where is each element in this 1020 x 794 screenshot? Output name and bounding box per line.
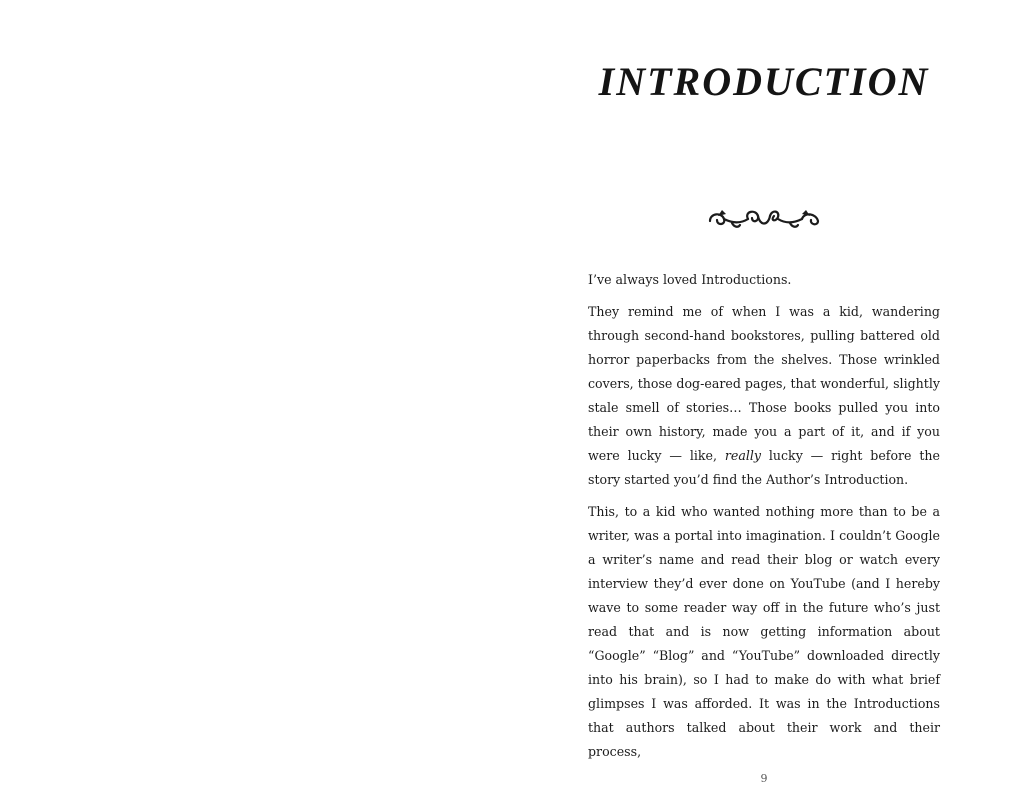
paragraph-3: This, to a kid who wanted nothing more than to be a writer, was a portal into imagination. I couldn’t Google a writer’s name and read their blog or watch every interview they’d ever done on YouTube (and I hereby wave to some reader way off in the future who’s just read that and is now getting information about “Google” “Blog” and “YouTube” downloaded directly into his brain), so I had to make do with what brief glimpses I was afforded. It was in the Introductions that authors talked about their work and their process, — [588, 504, 940, 759]
right-page — [510, 0, 1020, 794]
flourish-ornament-icon — [704, 204, 824, 232]
paragraph-2 — [588, 300, 940, 492]
chapter-title: INTRODUCTION — [598, 59, 930, 104]
page-number: 9 — [760, 772, 768, 785]
paragraph-2-emphasis: really — [724, 448, 761, 463]
paragraph-1: I’ve always loved Introductions. — [588, 272, 792, 287]
paragraph-2-text-b: lucky — right before the story started you’d find the Author’s Introduction. — [588, 448, 940, 487]
body-text — [588, 268, 940, 772]
paragraph-2-text-a: They remind me of when I was a kid, wandering through second-hand bookstores, pulling battered old horror paperbacks from the shelves. Those wrinkled covers, those dog-eared pages, that wonderful, slightly stale smell of stories… Those books pulled you into their own history, made you a part of it, and if you were lucky — like, — [588, 304, 940, 463]
